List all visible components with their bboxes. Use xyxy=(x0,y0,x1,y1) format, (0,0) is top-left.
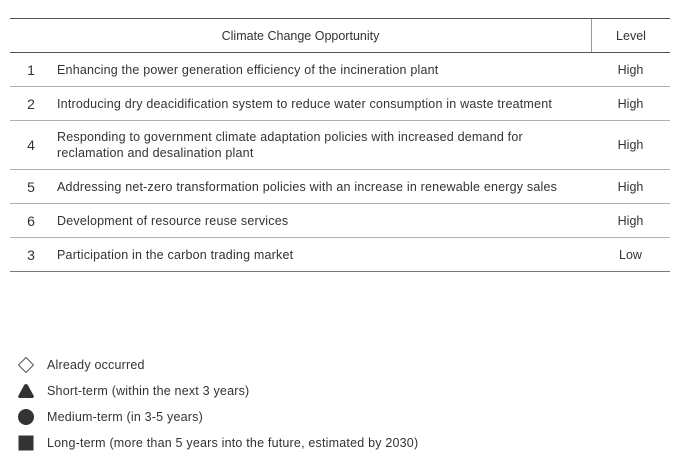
row-description: Responding to government climate adaptation policies with increased demand for reclamation and desalination plant xyxy=(57,130,523,160)
square-icon xyxy=(17,434,35,452)
row-level: High xyxy=(617,179,644,194)
header-opportunity: Climate Change Opportunity xyxy=(10,19,592,52)
legend-label: Long-term (more than 5 years into the future, estimated by 2030) xyxy=(47,436,419,450)
row-number: 3 xyxy=(27,246,35,263)
table-row xyxy=(10,121,670,170)
table-row xyxy=(10,87,670,121)
row-level: High xyxy=(617,138,644,152)
table-row xyxy=(10,238,670,272)
row-description: Enhancing the power generation efficiency of the incineration plant xyxy=(57,62,439,77)
row-number: 5 xyxy=(27,178,35,195)
opportunity-table xyxy=(10,18,670,272)
legend-label: Short-term (within the next 3 years) xyxy=(47,384,250,398)
legend-item-medium-term xyxy=(17,404,418,430)
legend-item-short-term xyxy=(17,378,418,404)
row-level: High xyxy=(617,96,644,111)
table-header xyxy=(10,19,670,53)
circle-icon xyxy=(17,408,35,426)
row-number: 4 xyxy=(27,137,35,153)
row-level: High xyxy=(617,213,644,228)
row-number: 6 xyxy=(27,212,35,229)
row-description: Addressing net-zero transformation policies with an increase in renewable energy sales xyxy=(57,179,558,194)
row-number: 2 xyxy=(27,95,35,112)
triangle-icon xyxy=(17,382,35,400)
legend-label: Medium-term (in 3-5 years) xyxy=(47,410,203,424)
legend-label: Already occurred xyxy=(47,358,145,372)
row-description: Development of resource reuse services xyxy=(57,213,289,228)
row-level: Low xyxy=(619,247,642,262)
table-row xyxy=(10,53,670,87)
row-description: Participation in the carbon trading market xyxy=(57,247,294,262)
legend-item-already-occurred xyxy=(17,352,418,378)
row-description: Introducing dry deacidification system to reduce water consumption in waste treatment xyxy=(57,96,553,111)
row-number: 1 xyxy=(27,61,35,78)
table-row xyxy=(10,204,670,238)
header-level: Level xyxy=(616,28,646,43)
timeframe-legend xyxy=(17,352,418,456)
table-row xyxy=(10,170,670,204)
row-level: High xyxy=(617,62,644,77)
legend-item-long-term xyxy=(17,430,418,456)
diamond-outline-icon xyxy=(17,356,35,374)
